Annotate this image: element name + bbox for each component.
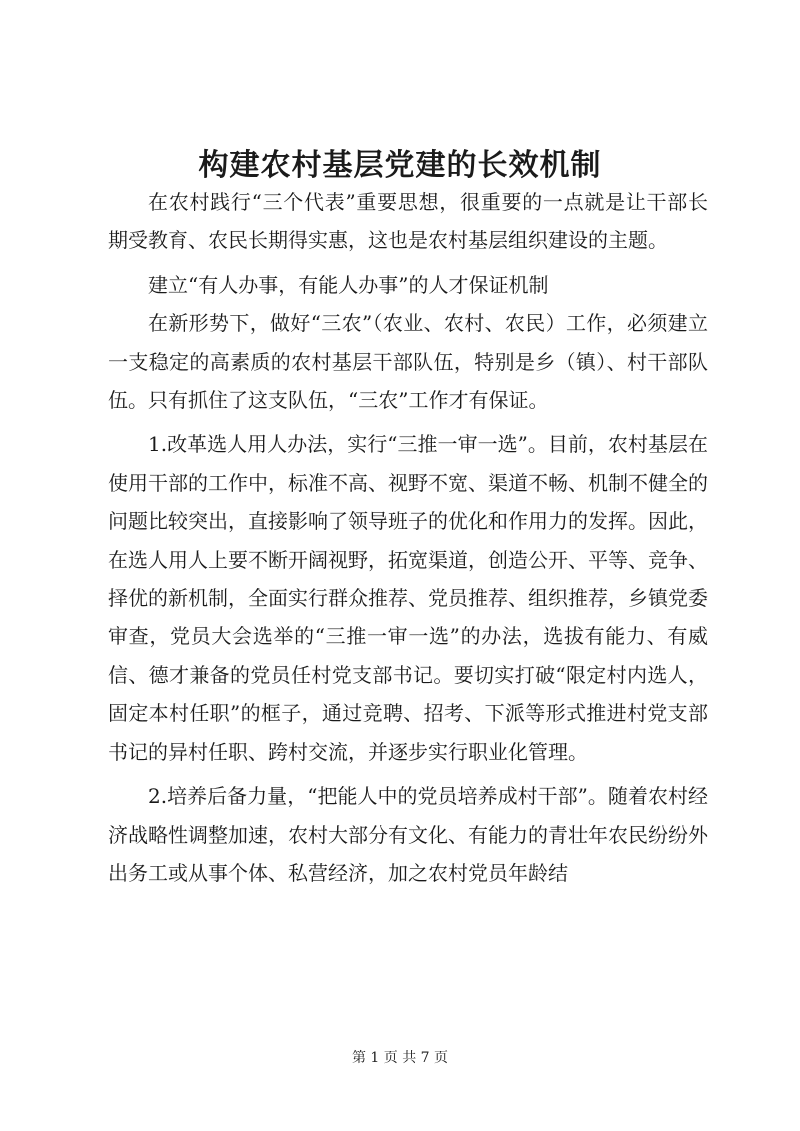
paragraph-reform-selection: 1.改革选人用人办法，实行“三推一审一选”。目前，农村基层在使用干部的工作中，标准不高、视野不宽、渠道不畅、机制不健全的问题比较突出，直接影响了领导班子的优化和作用力的发挥。因此，在选人用人上要不断开阔视野，拓宽渠道，创造公开、平等、竞争、择优的新机制，全面实行群众推荐、党员推荐、组织推荐，乡镇党委审查，党员大会选举的“三推一审一选”的办法，选拔有能力、有威信、德才兼备的党员任村党支部书记。要切实打破“限定村内选人，固定本村任职”的框子，通过竞聘、招考、下派等形式推进村党支部书记的异村任职、跨村交流，并逐步实行职业化管理。: [108, 432, 708, 764]
document-body: [108, 183, 708, 892]
page-footer: 第 1 页 共 7 页: [351, 1050, 449, 1066]
document-title: 构建农村基层党建的长效机制: [198, 148, 602, 183]
paragraph-reserve-force: 2.培养后备力量，“把能人中的党员培养成村干部”。随着农村经济战略性调整加速，农村大部分有文化、有能力的青壮年农民纷纷外出务工或从事个体、私营经济，加之农村党员年龄结: [108, 784, 708, 885]
paragraph-heading: 建立“有人办事，有能人办事”的人才保证机制: [148, 272, 549, 297]
paragraph-intro: 在农村践行“三个代表”重要思想，很重要的一点就是让干部长期受教育、农民长期得实惠，这也是农村基层组织建设的主题。: [108, 190, 708, 253]
paragraph-new-situation: 在新形势下，做好“三农”（农业、农村、农民）工作，必须建立一支稳定的高素质的农村基层干部队伍，特别是乡（镇）、村干部队伍。只有抓住了这支队伍，“三农”工作才有保证。: [108, 311, 708, 413]
